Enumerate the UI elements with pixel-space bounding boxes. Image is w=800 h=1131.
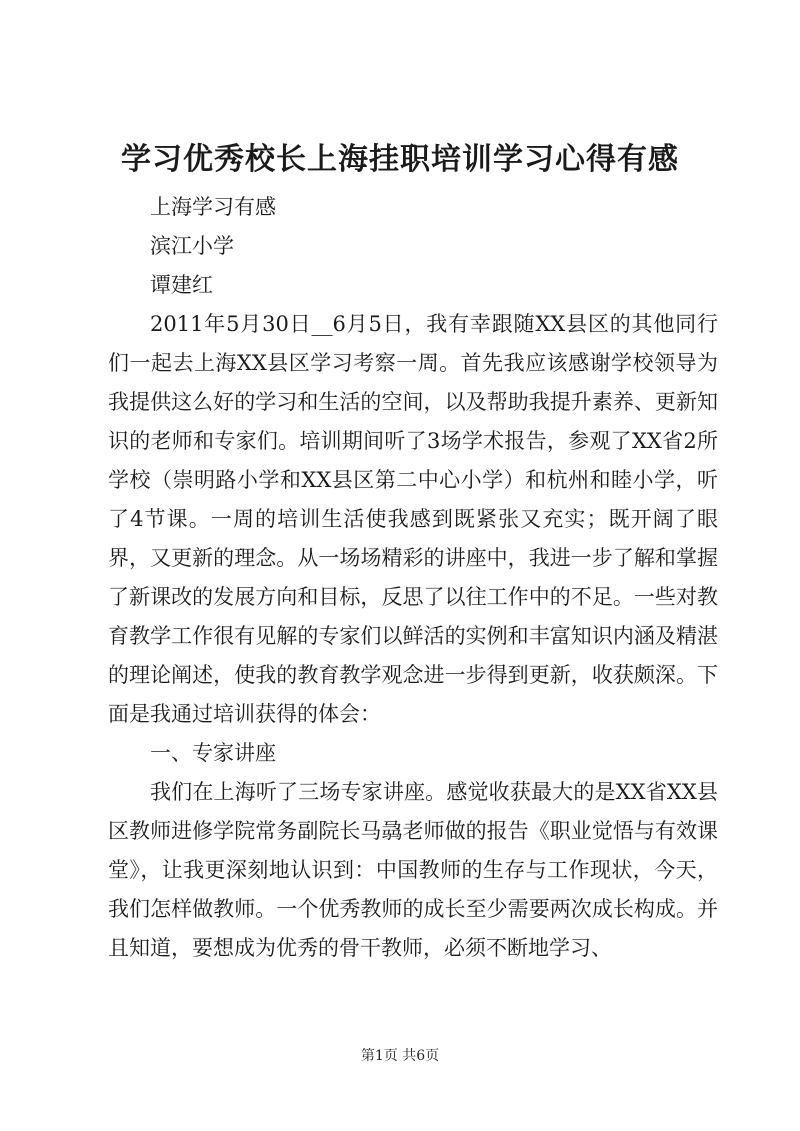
section-paragraph: 我们在上海听了三场专家讲座。感觉收获最大的是XX省XX县区教师进修学院常务副院长马骉老师做的报告《职业觉悟与有效课堂》，让我更深刻地认识到：中国教师的生存与工作现状，今天，我们怎样做教师。一个优秀教师的成长至少需要两次成长构成。并且知道，要想成为优秀的骨干教师，必须不断地学习、: [108, 780, 718, 960]
school-line: 滨江小学: [150, 234, 234, 258]
document-body: [108, 188, 718, 968]
page-footer: 第1页 共6页: [360, 1048, 440, 1064]
author-line: 谭建红: [150, 273, 213, 297]
subtitle-line: 上海学习有感: [150, 195, 276, 219]
section-heading: 一、专家讲座: [150, 741, 276, 765]
intro-paragraph: 2011年5月30日__6月5日，我有幸跟随XX县区的其他同行们一起去上海XX县区学习考察一周。首先我应该感谢学校领导为我提供这么好的学习和生活的空间，以及帮助我提升素养、更新知识的老师和专家们。培训期间听了3场学术报告，参观了XX省2所学校（崇明路小学和XX县区第二中心小学）和杭州和睦小学，听了4节课。一周的培训生活使我感到既紧张又充实；既开阔了眼界，又更新的理念。从一场场精彩的讲座中，我进一步了解和掌握了新课改的发展方向和目标，反思了以往工作中的不足。一些对教育教学工作很有见解的专家们以鲜活的实例和丰富知识内涵及精湛的理论阐述，使我的教育教学观念进一步得到更新，收获颇深。下面是我通过培训获得的体会：: [108, 312, 718, 726]
document-title: 学习优秀校长上海挂职培训学习心得有感: [121, 142, 679, 177]
